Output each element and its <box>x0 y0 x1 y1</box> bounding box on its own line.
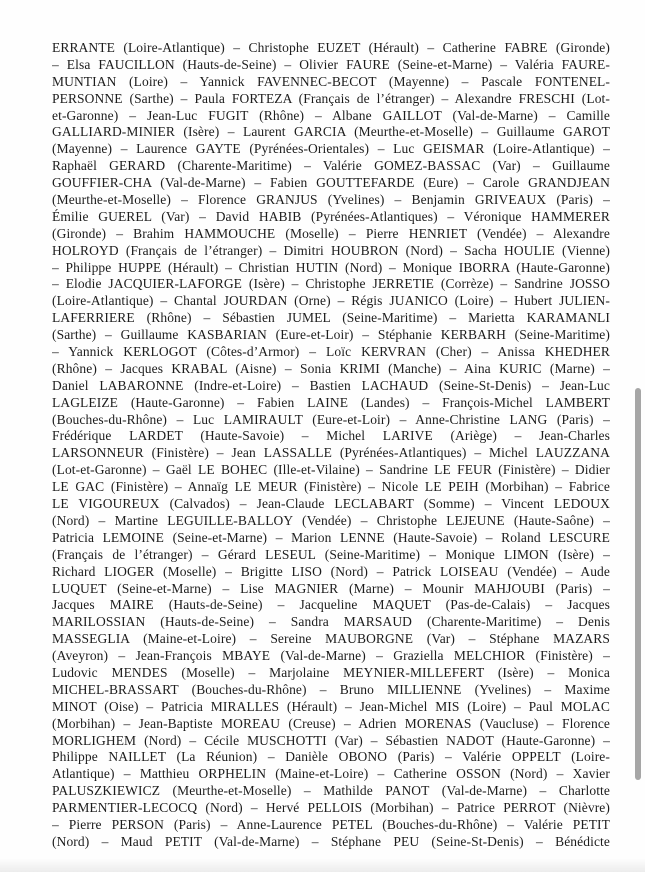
text-line: MARILOSSIAN (Hauts-de-Seine) – Sandra MARSAUD (Charente-Maritime) – Denis <box>52 614 610 630</box>
text-block <box>52 40 610 851</box>
text-line: (Meurthe-et-Moselle) – Florence GRANJUS (Yvelines) – Benjamin GRIVEAUX (Paris) – <box>52 192 610 208</box>
text-line: Daniel LABARONNE (Indre-et-Loire) – Bastien LACHAUD (Seine-St-Denis) – Jean-Luc <box>52 377 610 393</box>
scrollbar-thumb[interactable] <box>635 388 641 780</box>
text-line: (Nord) – Martine LEGUILLE-BALLOY (Vendée) – Christophe LEJEUNE (Haute-Saône) – <box>52 512 610 528</box>
text-line: – Yannick KERLOGOT (Côtes-d’Armor) – Loïc KERVRAN (Cher) – Anissa KHEDHER <box>52 344 610 360</box>
text-line: – Elsa FAUCILLON (Hauts-de-Seine) – Olivier FAURE (Seine-et-Marne) – Valéria FAURE- <box>52 56 610 72</box>
text-line: Patricia LEMOINE (Seine-et-Marne) – Marion LENNE (Haute-Savoie) – Roland LESCURE <box>52 529 610 545</box>
text-line: MORLIGHEM (Nord) – Cécile MUSCHOTTI (Var) – Sébastien NADOT (Haute-Garonne) – <box>52 732 610 748</box>
text-line: – Elodie JACQUIER-LAFORGE (Isère) – Christophe JERRETIE (Corrèze) – Sandrine JOSSO <box>52 276 610 292</box>
text-line: LE VIGOUREUX (Calvados) – Jean-Claude LECLABART (Somme) – Vincent LEDOUX <box>52 496 610 512</box>
text-line: ERRANTE (Loire-Atlantique) – Christophe EUZET (Hérault) – Catherine FABRE (Gironde) <box>52 40 610 55</box>
text-line: (Morbihan) – Jean-Baptiste MOREAU (Creuse) – Adrien MORENAS (Vaucluse) – Florence <box>52 715 610 731</box>
text-line: Jacques MAIRE (Hauts-de-Seine) – Jacqueline MAQUET (Pas-de-Calais) – Jacques <box>52 597 610 613</box>
text-line: – Pierre PERSON (Paris) – Anne-Laurence PETEL (Bouches-du-Rhône) – Valérie PETIT <box>52 816 610 832</box>
text-line: (Sarthe) – Guillaume KASBARIAN (Eure-et-Loir) – Stéphanie KERBARH (Seine-Maritime) <box>52 327 610 343</box>
text-line: LE GAC (Finistère) – Annaïg LE MEUR (Finistère) – Nicole LE PEIH (Morbihan) – Fabrice <box>52 479 610 495</box>
text-line: (Gironde) – Brahim HAMMOUCHE (Moselle) – Pierre HENRIET (Vendée) – Alexandre <box>52 225 610 241</box>
text-line: et-Garonne) – Jean-Luc FUGIT (Rhône) – Albane GAILLOT (Val-de-Marne) – Camille <box>52 107 610 123</box>
text-line: Émilie GUEREL (Var) – David HABIB (Pyrénées-Atlantiques) – Véronique HAMMERER <box>52 208 610 224</box>
text-line: (Nord) – Maud PETIT (Val-de-Marne) – Stéphane PEU (Seine-St-Denis) – Bénédicte <box>52 833 610 849</box>
text-line: LAGLEIZE (Haute-Garonne) – Fabien LAINE (Landes) – François-Michel LAMBERT <box>52 394 610 410</box>
text-line: Ludovic MENDES (Moselle) – Marjolaine MEYNIER-MILLEFERT (Isère) – Monica <box>52 664 610 680</box>
text-line: (Français de l’étranger) – Gérard LESEUL (Seine-Maritime) – Monique LIMON (Isère) – <box>52 546 610 562</box>
text-line: Raphaël GERARD (Charente-Maritime) – Valérie GOMEZ-BASSAC (Var) – Guillaume <box>52 158 610 174</box>
text-line: LUQUET (Seine-et-Marne) – Lise MAGNIER (Marne) – Mounir MAHJOUBI (Paris) – <box>52 580 610 596</box>
text-line: (Lot-et-Garonne) – Gaël LE BOHEC (Ille-et-Vilaine) – Sandrine LE FEUR (Finistère) – Didier <box>52 462 610 478</box>
text-line: GOUFFIER-CHA (Val-de-Marne) – Fabien GOUTTEFARDE (Eure) – Carole GRANDJEAN <box>52 175 610 191</box>
text-line: Atlantique) – Matthieu ORPHELIN (Maine-et-Loire) – Catherine OSSON (Nord) – Xavier <box>52 766 610 782</box>
text-line: MINOT (Oise) – Patricia MIRALLES (Hérault) – Jean-Michel MIS (Loire) – Paul MOLAC <box>52 698 610 714</box>
text-line: (Bouches-du-Rhône) – Luc LAMIRAULT (Eure-et-Loir) – Anne-Christine LANG (Paris) – <box>52 411 610 427</box>
text-line: HOLROYD (Français de l’étranger) – Dimitri HOUBRON (Nord) – Sacha HOULIE (Vienne) <box>52 242 610 258</box>
text-line: MUNTIAN (Loire) – Yannick FAVENNEC-BECOT (Mayenne) – Pascale FONTENEL- <box>52 73 610 89</box>
text-line: LARSONNEUR (Finistère) – Jean LASSALLE (Pyrénées-Atlantiques) – Michel LAUZZANA <box>52 445 610 461</box>
text-line: (Loire-Atlantique) – Chantal JOURDAN (Orne) – Régis JUANICO (Loire) – Hubert JULIEN- <box>52 293 610 309</box>
text-line: MICHEL-BRASSART (Bouches-du-Rhône) – Bruno MILLIENNE (Yvelines) – Maxime <box>52 681 610 697</box>
text-line: GALLIARD-MINIER (Isère) – Laurent GARCIA (Meurthe-et-Moselle) – Guillaume GAROT <box>52 124 610 140</box>
text-line: Philippe NAILLET (La Réunion) – Danièle OBONO (Paris) – Valérie OPPELT (Loire- <box>52 749 610 765</box>
text-line: (Aveyron) – Jean-François MBAYE (Val-de-Marne) – Graziella MELCHIOR (Finistère) – <box>52 648 610 664</box>
text-line: – Philippe HUPPE (Hérault) – Christian HUTIN (Nord) – Monique IBORRA (Haute-Garonne) <box>52 259 610 275</box>
text-line: PALUSZKIEWICZ (Meurthe-et-Moselle) – Mathilde PANOT (Val-de-Marne) – Charlotte <box>52 783 610 799</box>
text-line: LAFERRIERE (Rhône) – Sébastien JUMEL (Seine-Maritime) – Marietta KARAMANLI <box>52 310 610 326</box>
text-line: Frédérique LARDET (Haute-Savoie) – Michel LARIVE (Ariège) – Jean-Charles <box>52 428 610 444</box>
text-line: PERSONNE (Sarthe) – Paula FORTEZA (Français de l’étranger) – Alexandre FRESCHI (Lot- <box>52 90 610 106</box>
text-line: (Rhône) – Jacques KRABAL (Aisne) – Sonia KRIMI (Manche) – Aina KURIC (Marne) – <box>52 360 610 376</box>
text-line: MASSEGLIA (Maine-et-Loire) – Sereine MAUBORGNE (Var) – Stéphane MAZARS <box>52 631 610 647</box>
page-bottom-edge <box>0 858 645 872</box>
text-line: PARMENTIER-LECOCQ (Nord) – Hervé PELLOIS (Morbihan) – Patrice PERROT (Nièvre) <box>52 800 610 816</box>
text-line: Richard LIOGER (Moselle) – Brigitte LISO (Nord) – Patrick LOISEAU (Vendée) – Aude <box>52 563 610 579</box>
text-line: (Mayenne) – Laurence GAYTE (Pyrénées-Orientales) – Luc GEISMAR (Loire-Atlantique) – <box>52 141 610 157</box>
